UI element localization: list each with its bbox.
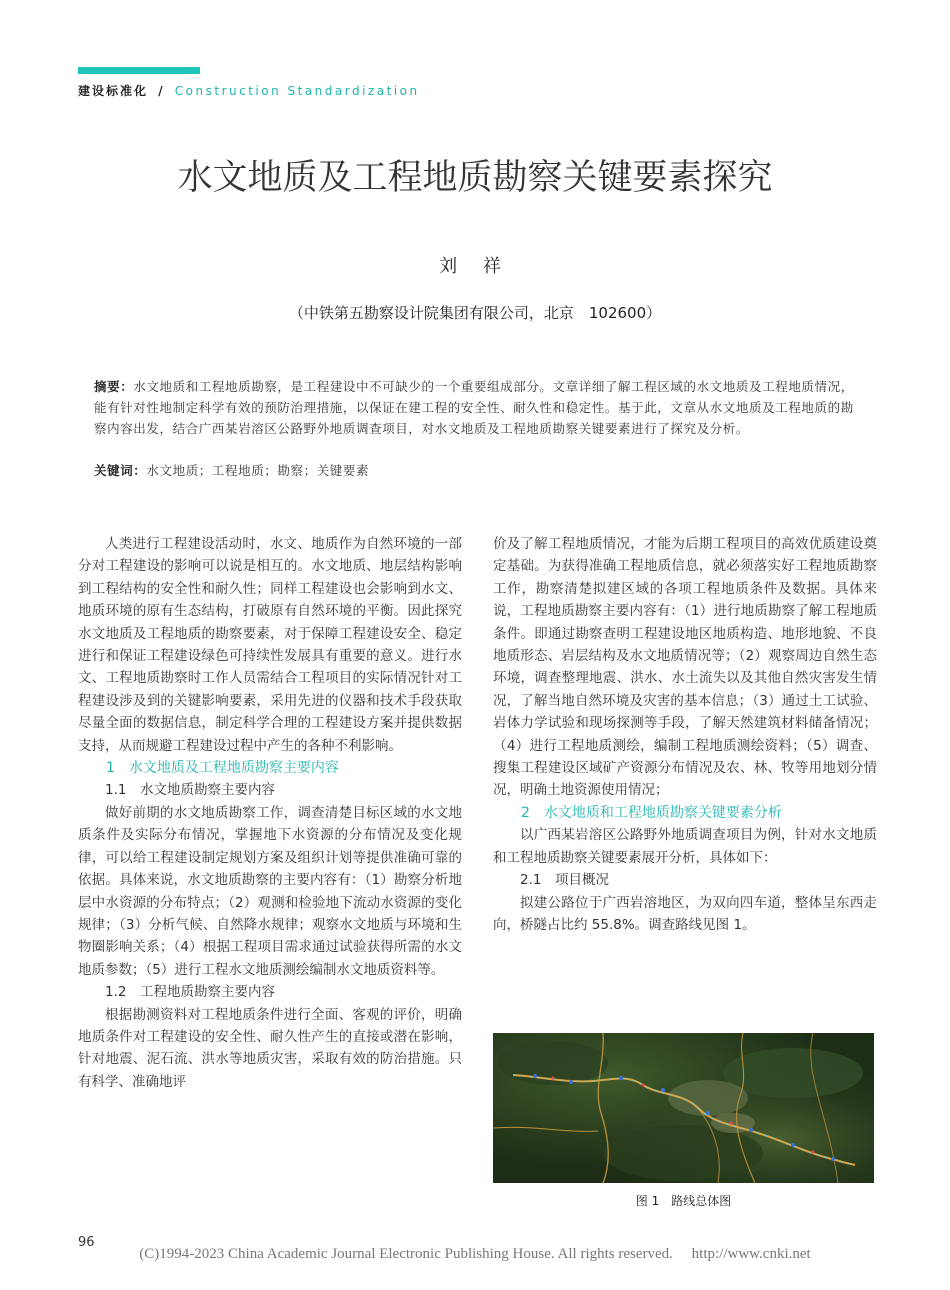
section-tag (78, 82, 420, 99)
abstract-label: 摘要： (94, 379, 134, 394)
header-accent-bar (78, 67, 200, 74)
subsection-heading-1-1: 1.1 水文地质勘察主要内容 (105, 782, 275, 799)
paragraph-2: 以广西某岩溶区公路野外地质调查项目为例，针对水文地质和工程地质勘察关键要素展开分析，具体如下： (493, 827, 877, 866)
right-column (493, 533, 877, 936)
abstract (94, 376, 859, 439)
copyright-footer: (C)1994-2023 China Academic Journal Electronic Publishing House. All rights reserved. http://www.cnki.net (139, 1246, 811, 1262)
keywords-text: 水文地质；工程地质；勘察；关键要素 (146, 463, 370, 478)
section-heading-1: 1 水文地质及工程地质勘察主要内容 (106, 760, 339, 777)
keywords (94, 460, 859, 481)
page-number: 96 (78, 1235, 95, 1250)
paragraph-1-1: 做好前期的水文地质勘察工作，调查清楚目标区域的水文地质条件及实际分布情况，掌握地下水资源的分布情况及变化规律，可以给工程建设制定规划方案及组织计划等提供准确可靠的依据。具体来说，水文地质勘察的主要内容有：（1）勘察分析地层中水资源的分布特点；（2）观测和检验地下流动水资源的变化规律；（3）分析气候、自然降水规律；观察水文地质与环境和生物圈影响关系；（4）根据工程项目需求通过试验获得所需的水文地质参数；（5）进行工程水文地质测绘编制水文地质资料等。 (78, 804, 462, 978)
paragraph-1-2: 根据勘测资料对工程地质条件进行全面、客观的评价，明确地质条件对工程建设的安全性、耐久性产生的直接或潜在影响，针对地震、泥石流、洪水等地质灾害，采取有效的防治措施。只有科学、准确地评 (78, 1006, 462, 1090)
subsection-heading-1-2: 1.2 工程地质勘察主要内容 (105, 984, 275, 1001)
section-heading-2: 2 水文地质和工程地质勘察关键要素分析 (521, 804, 782, 821)
keywords-label: 关键词： (94, 463, 147, 478)
section-tag-en: Construction Standardization (174, 84, 420, 98)
subsection-heading-2-1: 2.1 项目概况 (520, 872, 609, 889)
section-tag-cn: 建设标准化 (78, 84, 149, 98)
abstract-text: 水文地质和工程地质勘察，是工程建设中不可缺少的一个重要组成部分。文章详细了解工程区域的水文地质及工程地质情况，能有针对性地制定科学有效的预防治理措施，以保证在建工程的安全性、耐久性和稳定性。基于此，文章从水文地质及工程地质的勘察内容出发，结合广西某岩溶区公路野外地质调查项目，对水文地质及工程地质勘察关键要素进行了探究及分析。 (94, 379, 854, 436)
section-tag-separator: / (158, 84, 165, 98)
article-title: 水文地质及工程地质勘察关键要素探究 (177, 158, 773, 198)
author-name: 刘 祥 (439, 256, 511, 277)
route-overview-map (493, 1033, 874, 1183)
paragraph-1-2-continued: 价及了解工程地质情况，才能为后期工程项目的高效优质建设奠定基础。为获得准确工程地质信息，就必须落实好工程地质勘察工作，勘察清楚拟建区域的各项工程地质条件及数据。具体来说，工程地质勘察主要内容有：（1）进行地质勘察了解工程地质条件。即通过勘察查明工程建设地区地质构造、地形地貌、不良地质形态、岩层结构及水文地质情况等；（2）观察周边自然生态环境，调查整理地震、洪水、水土流失以及其他自然灾害发生情况，了解当地自然环境及灾害的基本信息；（3）通过土工试验、岩体力学试验和现场探测等手段，了解天然建筑材料储备情况；（4）进行工程地质测绘，编制工程地质测绘资料；（5）调查、搜集工程建设区域矿产资源分布情况及农、林、牧等用地划分情况，明确土地资源使用情况； (493, 536, 877, 799)
figure-caption: 图 1 路线总体图 (635, 1194, 732, 1208)
intro-paragraph: 人类进行工程建设活动时，水文、地质作为自然环境的一部分对工程建设的影响可以说是相互的。水文地质、地层结构影响到工程结构的安全性和耐久性；同样工程建设也会影响到水文、地质环境的原有生态结构，打破原有自然环境的平衡。因此探究水文地质及工程地质的勘察要素，对于保障工程建设安全、稳定进行和保证工程建设绿色可持续性发展具有重要的意义。进行水文、工程地质勘察时工作人员需结合工程项目的实际情况针对工程建设涉及到的关键影响要素，采用先进的仪器和技术手段获取尽量全面的数据信息，制定科学合理的工程建设方案并提供数据支持，从而规避工程建设过程中产生的各种不利影响。 (78, 536, 462, 754)
author-affiliation: （中铁第五勘察设计院集团有限公司，北京 102600） (288, 304, 662, 322)
paragraph-2-1: 拟建公路位于广西岩溶地区，为双向四车道，整体呈东西走向，桥隧占比约 55.8%。调查路线见图 1。 (493, 894, 877, 933)
left-column (78, 533, 462, 1093)
